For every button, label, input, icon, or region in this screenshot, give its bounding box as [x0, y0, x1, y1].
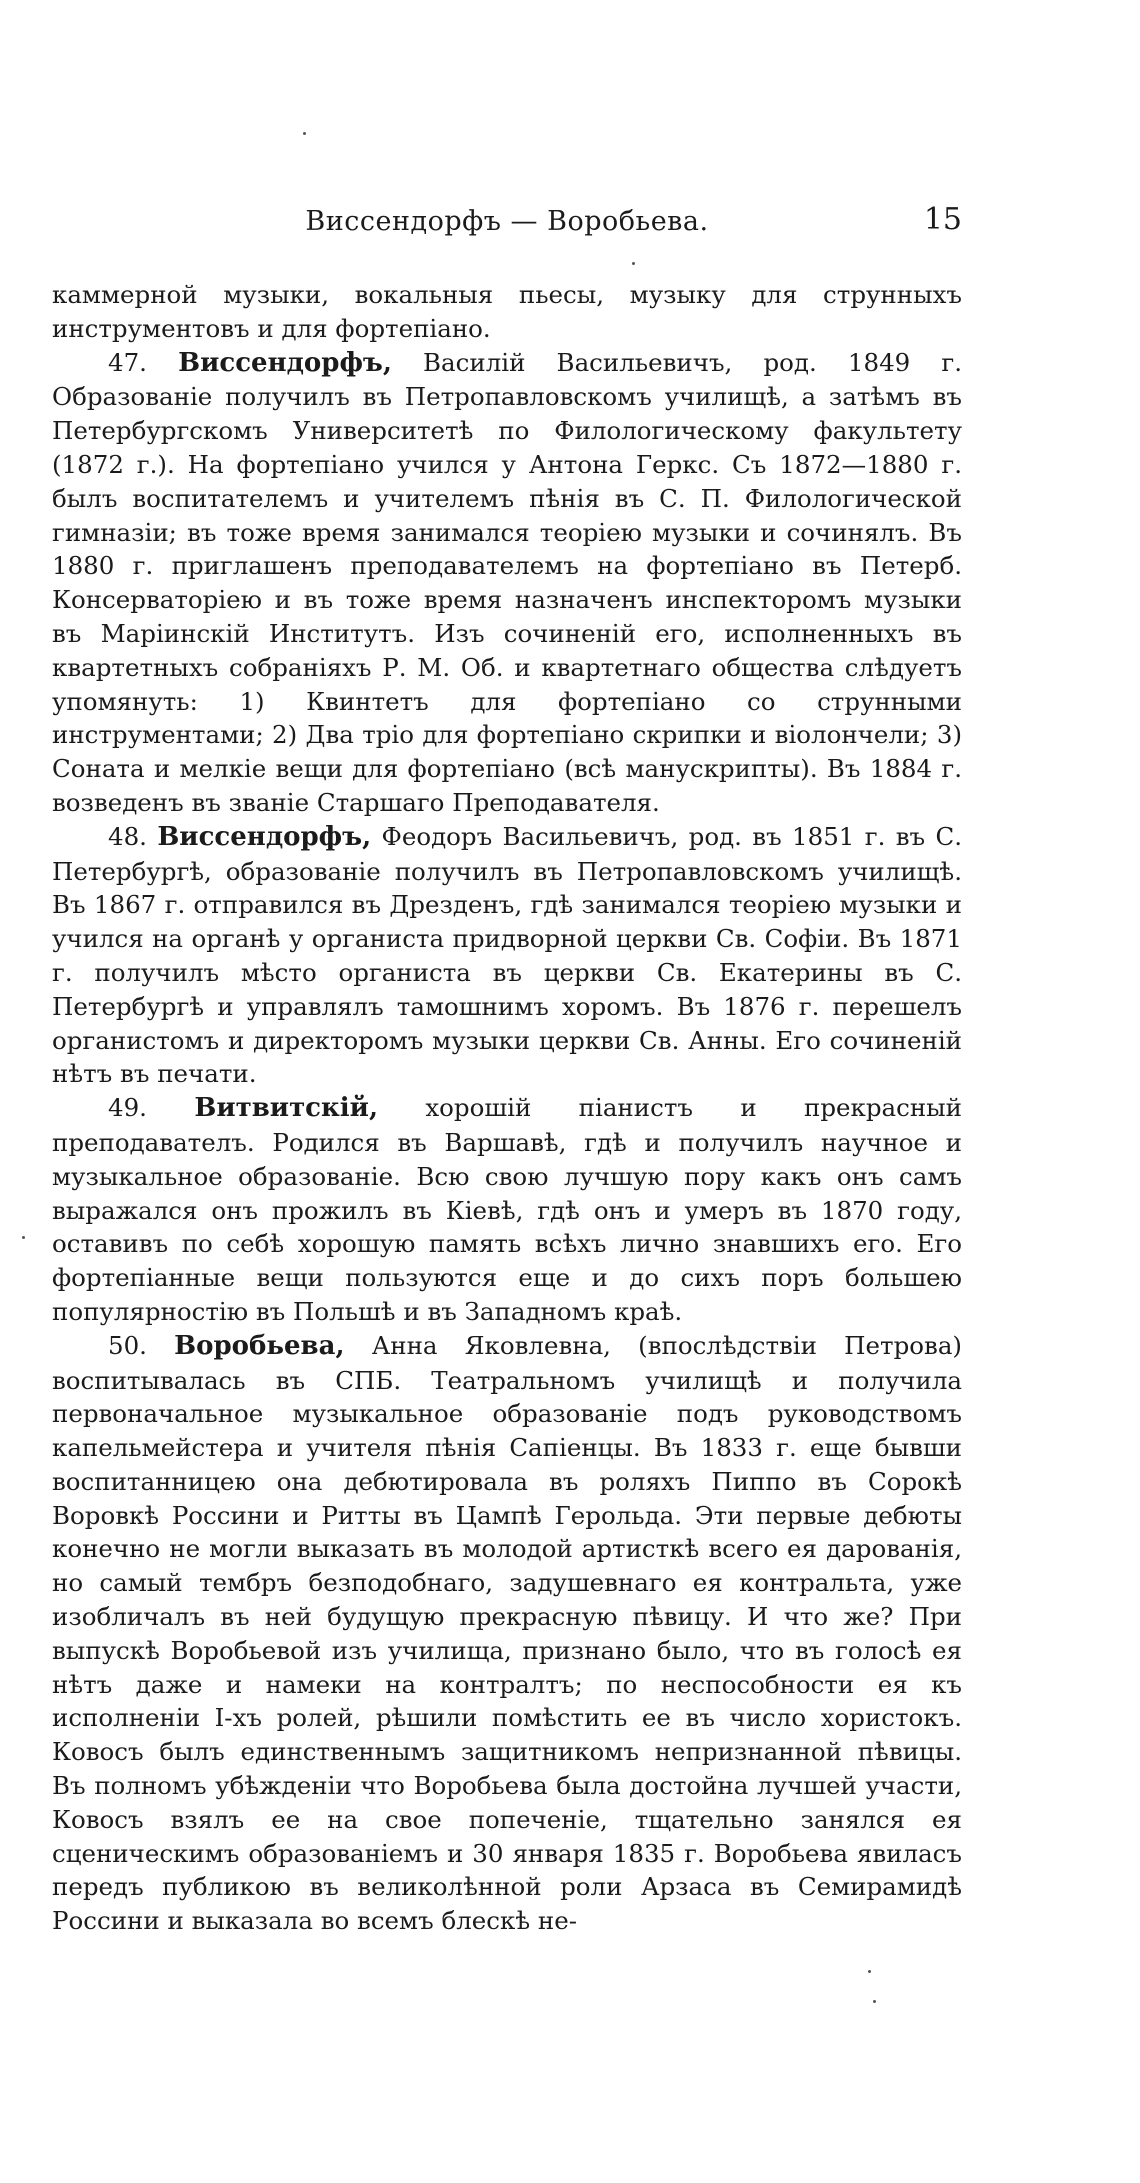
scan-speck	[303, 132, 306, 135]
entry-number: 49.	[108, 1093, 147, 1123]
paragraph-text: каммерной музыки, вокальныя пьесы, музыку для струнныхъ инструментовъ и для фортепіано.	[52, 280, 962, 343]
entry-49	[52, 1091, 962, 1329]
entry-text: Василій Васильевичъ, род. 1849 г. Образованіе получилъ въ Петропавловскомъ училищѣ, а затѣмъ въ Петербургскомъ Университетѣ по Филологическому факультету (1872 г.). На фортепіано учился у Антона Геркс. Съ 1872—1880 г. былъ воспитателемъ и учителемъ пѣнія въ С. П. Филологической гимназіи; въ тоже время занимался теоріею музыки и сочинялъ. Въ 1880 г. приглашенъ преподавателемъ на фортепіано въ Петерб. Консерваторіею и въ тоже время назначенъ инспекторомъ музыки въ Маріинскій Институтъ. Изъ сочиненій его, исполненныхъ въ квартетныхъ собраніяхъ Р. М. Об. и квартетнаго общества слѣдуетъ упомянуть: 1) Квинтетъ для фортепіано со струнными инструментами; 2) Два тріо для фортепіано скрипки и віолончели; 3) Соната и мелкіе вещи для фортепіано (всѣ манускрипты). Въ 1884 г. возведенъ въ званіе Старшаго Преподавателя.	[52, 347, 962, 817]
scan-speck	[22, 1236, 25, 1239]
entry-text: Феодоръ Васильевичъ, род. въ 1851 г. въ С. Петербургѣ, образованіе получилъ въ Петропавловскомъ училищѣ. Въ 1867 г. отправился въ Дрезденъ, гдѣ занимался теоріею музыки и учился на органѣ у органиста придворной церкви Св. Софіи. Въ 1871 г. получилъ мѣсто органиста въ церкви Св. Екатерины въ С. Петербургѣ и управлялъ тамошнимъ хоромъ. Въ 1876 г. перешелъ органистомъ и директоромъ музыки церкви Св. Анны. Его сочиненій нѣтъ въ печати.	[52, 821, 962, 1089]
scan-speck	[873, 2000, 876, 2003]
entry-name: Воробьева,	[174, 1330, 345, 1361]
entry-text: Анна Яковлевна, (впослѣдствіи Петрова) воспитывалась въ СПБ. Театральномъ училищѣ и получила первоначальное музыкальное образованіе подъ руководствомъ капельмейстера и учителя пѣнія Сапіенцы. Въ 1833 г. еще бывши воспитанницею она дебютировала въ роляхъ Пиппо въ Сорокѣ Воровкѣ Россини и Ритты въ Цампѣ Герольда. Эти первые дебюты конечно не могли выказать въ молодой артисткѣ всего ея дарованія, но самый тембръ безподобнаго, задушевнаго ея контральта, уже изобличалъ въ ней будущую прекрасную пѣвицу. И что же? При выпускѣ Воробьевой изъ училища, признано было, что въ голосѣ ея нѣтъ даже и намеки на контралтъ; по неспособности ея къ исполненіи I-хъ ролей, рѣшили помѣстить ее въ число хористокъ. Ковосъ былъ единственнымъ защитникомъ непризнанной пѣвицы. Въ полномъ убѣжденіи что Воробьева была достойна лучшей участи, Ковосъ взялъ ее на свое попеченіе, тщательно занялся ея сценическимъ образованіемъ и 30 января 1835 г. Воробьева явиласъ передъ публикою въ великолѣнной роли Арзаса въ Семирамидѣ Россини и выказала во всемъ блескѣ не-	[52, 1330, 962, 1936]
entry-name: Виссендорфъ,	[157, 821, 372, 852]
entry-50	[52, 1329, 962, 1938]
entry-name: Виссендорфъ,	[178, 347, 392, 378]
paragraph-continuation	[52, 278, 962, 346]
scan-speck	[868, 1970, 871, 1973]
entry-47	[52, 346, 962, 820]
entry-number: 50.	[108, 1330, 147, 1360]
body-text	[52, 278, 962, 1938]
running-title: Виссендорфъ — Воробьева.	[305, 206, 709, 237]
entry-number: 48.	[108, 821, 147, 851]
entry-number: 47.	[108, 347, 147, 377]
entry-name: Витвитскій,	[194, 1093, 378, 1124]
scan-speck	[632, 262, 635, 265]
entry-text: хорошій піанистъ и прекрасный преподавателъ. Родился въ Варшавѣ, гдѣ и получилъ научное и музыкальное образованіе. Всю свою лучшую пору какъ онъ самъ выражался онъ прожилъ въ Кіевѣ, гдѣ онъ и умеръ въ 1870 году, оставивъ по себѣ хорошую память всѣхъ лично знавшихъ его. Его фортепіанные вещи пользуются еще и до сихъ поръ большею популярностію въ Польшѣ и въ Западномъ краѣ.	[52, 1093, 962, 1326]
entry-48	[52, 820, 962, 1091]
page-header	[52, 202, 962, 254]
page-number: 15	[923, 202, 962, 237]
